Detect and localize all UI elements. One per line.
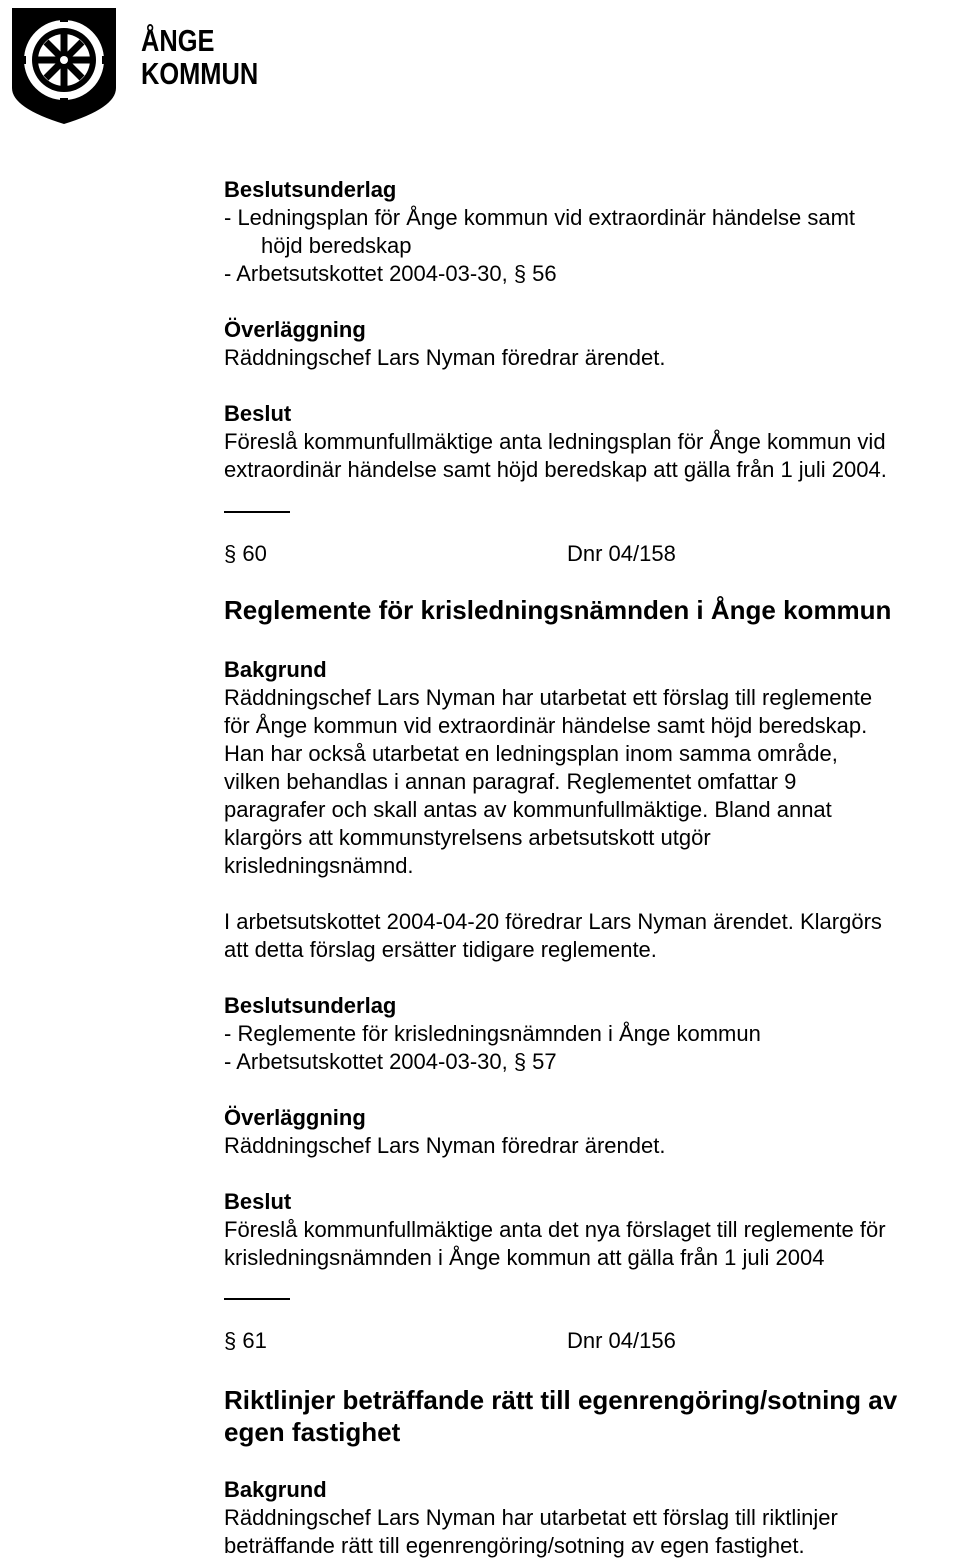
org-line-2: KOMMUN [141,56,259,91]
bakgrund-line: Han har också utarbetat en ledningsplan inom samma område, [224,741,838,766]
section-title: Riktlinjer beträffande rätt till egenrengöring/sotning av [224,1385,898,1415]
beslut-line: Föreslå kommunfullmäktige anta det nya förslaget till reglemente för [224,1217,886,1242]
bakgrund-line: Räddningschef Lars Nyman har utarbetat ett förslag till riktlinjer [224,1505,838,1530]
section-title: Reglemente för krisledningsnämnden i Ånge kommun [224,595,892,625]
section-divider [224,511,290,513]
beslut-heading: Beslut [224,1189,292,1214]
org-line-1: ÅNGE [141,23,215,58]
bakgrund-line: krisledningsnämnd. [224,853,414,878]
section-title: egen fastighet [224,1417,401,1447]
diary-number: Dnr 04/158 [567,541,676,566]
overlaggning-heading: Överläggning [224,1105,366,1130]
overlaggning-text: Räddningschef Lars Nyman föredrar ärendet. [224,1133,666,1158]
bakgrund-line: paragrafer och skall antas av kommunfullmäktige. Bland annat [224,797,832,822]
beslut-line: krisledningsnämnden i Ånge kommun att gälla från 1 juli 2004 [224,1245,825,1270]
section-divider [224,1298,290,1300]
overlaggning-heading: Överläggning [224,317,366,342]
bakgrund-line: I arbetsutskottet 2004-04-20 föredrar Lars Nyman ärendet. Klargörs [224,909,882,934]
bakgrund-heading: Bakgrund [224,1477,327,1502]
bakgrund-line: Räddningschef Lars Nyman har utarbetat ett förslag till reglemente [224,685,873,710]
underlag-item: - Arbetsutskottet 2004-03-30, § 57 [224,1049,557,1074]
wagon-wheel-seal-icon [8,4,120,126]
bakgrund-heading: Bakgrund [224,657,327,682]
diary-number: Dnr 04/156 [567,1328,676,1353]
underlag-item: - Reglemente för krisledningsnämnden i Ånge kommun [224,1021,761,1046]
bakgrund-line: klargörs att kommunstyrelsens arbetsutskott utgör [224,825,711,850]
paragraph-number: § 61 [224,1328,267,1353]
beslut-line: Föreslå kommunfullmäktige anta ledningsplan för Ånge kommun vid [224,429,886,454]
organization-name [141,24,258,90]
bakgrund-line: vilken behandlas i annan paragraf. Reglementet omfattar 9 [224,769,797,794]
bakgrund-line: beträffande rätt till egenrengöring/sotning av egen fastighet. [224,1533,805,1558]
underlag-item: - Arbetsutskottet 2004-03-30, § 56 [224,261,557,286]
underlag-item: - Ledningsplan för Ånge kommun vid extraordinär händelse samt [224,205,856,230]
beslut-heading: Beslut [224,401,292,426]
beslutsunderlag-heading: Beslutsunderlag [224,177,397,202]
paragraph-number: § 60 [224,541,267,566]
bakgrund-line: för Ånge kommun vid extraordinär händelse samt höjd beredskap. [224,713,868,738]
beslut-line: extraordinär händelse samt höjd beredskap att gälla från 1 juli 2004. [224,457,887,482]
beslutsunderlag-heading: Beslutsunderlag [224,993,397,1018]
overlaggning-text: Räddningschef Lars Nyman föredrar ärendet. [224,345,666,370]
underlag-item: höjd beredskap [261,233,412,258]
bakgrund-line: att detta förslag ersätter tidigare reglemente. [224,937,657,962]
